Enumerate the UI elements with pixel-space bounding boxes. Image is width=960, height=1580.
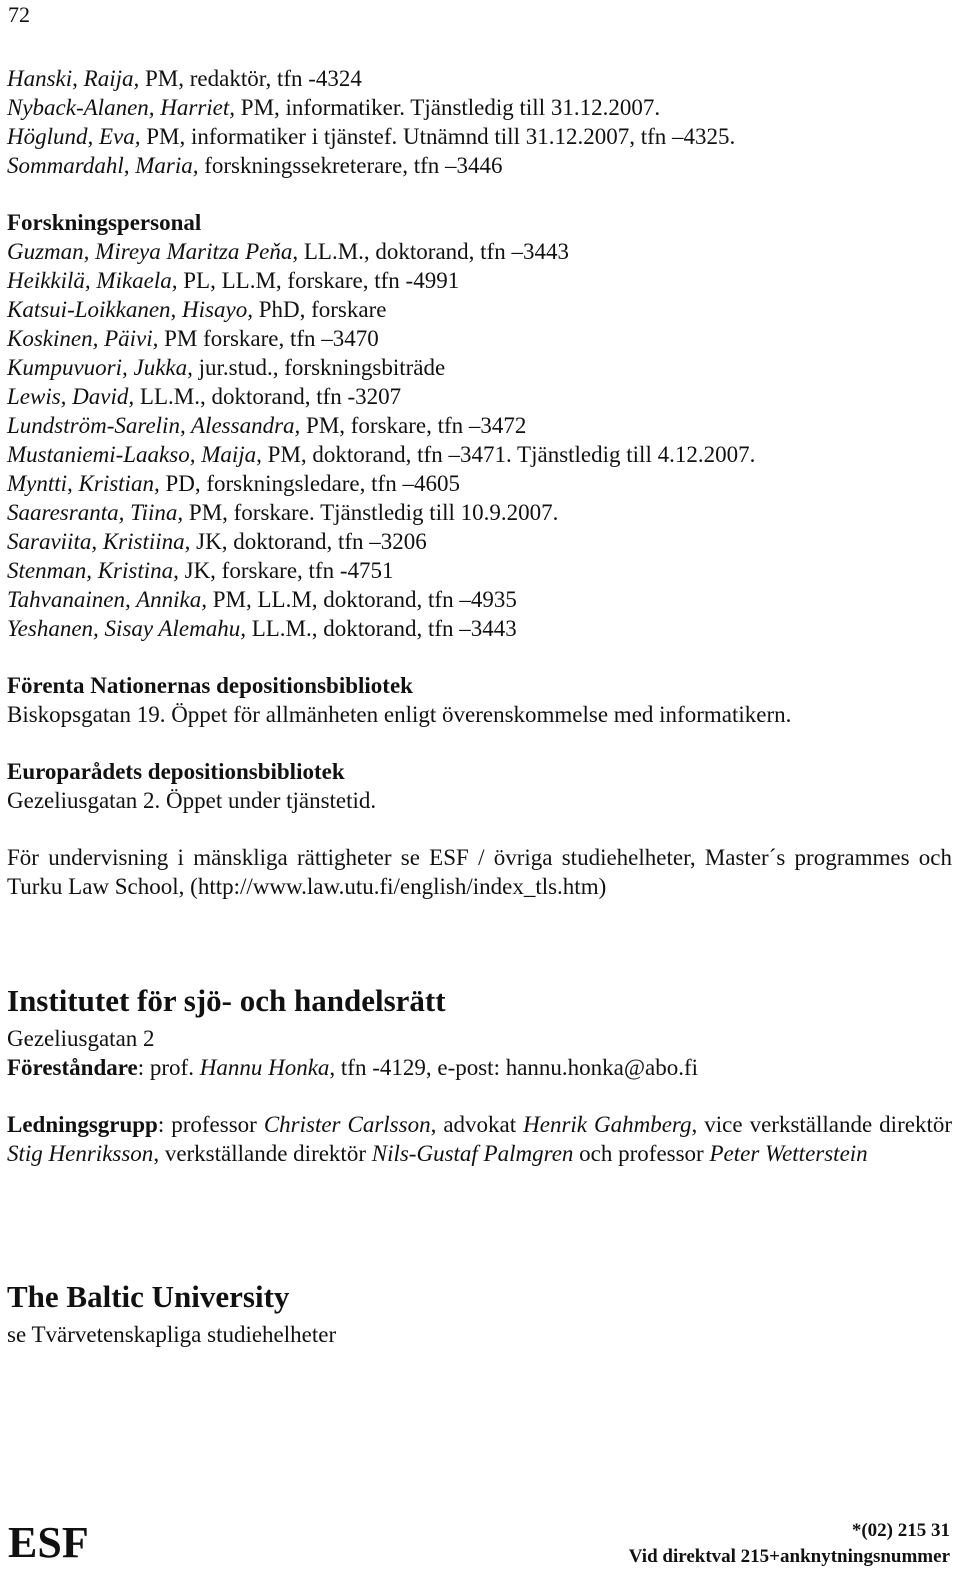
staff-details: forskningssekreterare, tfn –3446 <box>198 153 503 178</box>
staff-entry <box>7 64 952 93</box>
staff-name: Tahvanainen, Annika, <box>7 587 207 612</box>
staff-name: Lundström-Sarelin, Alessandra, <box>7 413 301 438</box>
staff-details: PM forskare, tfn –3470 <box>158 326 379 351</box>
staff-entry <box>7 440 952 469</box>
staff-details: PM, informatiker i tjänstef. Utnämnd till 31.12.2007, tfn –4325. <box>140 124 736 149</box>
teaching-note <box>7 843 952 901</box>
maritime-heading: Institutet för sjö- och handelsrätt <box>7 983 446 1018</box>
board-member-name: Peter Wetterstein <box>709 1141 868 1166</box>
staff-entry <box>7 585 952 614</box>
staff-entry <box>7 151 952 180</box>
maritime-director <box>7 1053 952 1082</box>
staff-name: Stenman, Kristina, <box>7 558 179 583</box>
page-number: 72 <box>8 2 30 27</box>
footer-direct: Vid direktval 215+anknytningsnummer <box>628 1546 950 1567</box>
board-text: , advokat <box>430 1112 524 1137</box>
staff-entry <box>7 324 952 353</box>
staff-name: Lewis, David, <box>7 384 135 409</box>
staff-details: PM, informatiker. Tjänstledig till 31.12.2007. <box>235 95 661 120</box>
staff-name: Saaresranta, Tiina, <box>7 500 184 525</box>
staff-name: Katsui-Loikkanen, Hisayo, <box>7 297 253 322</box>
staff-details: PM, forskare, tfn –3472 <box>300 413 527 438</box>
coe-library-heading: Europarådets depositionsbibliotek <box>7 759 345 784</box>
staff-entry <box>7 353 952 382</box>
staff-entry <box>7 295 952 324</box>
research-staff-list <box>7 237 952 643</box>
staff-entry <box>7 122 952 151</box>
staff-entry <box>7 93 952 122</box>
coe-library-text: Gezeliusgatan 2. Öppet under tjänstetid. <box>7 788 377 813</box>
staff-name: Saraviita, Kristiina, <box>7 529 191 554</box>
staff-entry <box>7 266 952 295</box>
staff-name: Yeshanen, Sisay Alemahu, <box>7 616 246 641</box>
board-member-name: Henrik Gahmberg <box>523 1112 692 1137</box>
director-name: Hannu Honka <box>199 1055 330 1080</box>
staff-entry <box>7 614 952 643</box>
staff-details: LL.M., doktorand, tfn –3443 <box>298 239 569 264</box>
staff-entry <box>7 527 952 556</box>
staff-name: Guzman, Mireya Maritza Peňa, <box>7 239 299 264</box>
staff-entry <box>7 382 952 411</box>
footer-contact <box>629 1518 950 1570</box>
footer-phone: *(02) 215 31 <box>851 1520 950 1541</box>
baltic-heading: The Baltic University <box>7 1279 290 1314</box>
staff-details: PM, redaktör, tfn -4324 <box>139 66 362 91</box>
board-member-name: Stig Henriksson <box>7 1141 154 1166</box>
staff-name: Mustaniemi-Laakso, Maija, <box>7 442 262 467</box>
board-text: och professor <box>573 1141 710 1166</box>
un-library-text: Biskopsgatan 19. Öppet för allmänheten enligt överenskommelse med informatikern. <box>7 702 792 727</box>
board-label: Ledningsgrupp <box>7 1112 158 1137</box>
staff-details: LL.M., doktorand, tfn -3207 <box>134 384 402 409</box>
research-staff-section <box>7 208 952 643</box>
staff-details: JK, doktorand, tfn –3206 <box>190 529 427 554</box>
teaching-note-text: För undervisning i mänskliga rättigheter se ESF / övriga studiehelheter, Master´s programmes och Turku Law School, (http://www.law.utu.fi/english/index_tls.htm) <box>7 845 952 899</box>
board-text: : professor <box>157 1112 264 1137</box>
baltic-section <box>7 1278 952 1349</box>
board-member-name: Christer Carlsson <box>263 1112 431 1137</box>
staff-details: PM, doktorand, tfn –3471. Tjänstledig till 4.12.2007. <box>261 442 756 467</box>
staff-details: PM, forskare. Tjänstledig till 10.9.2007. <box>183 500 559 525</box>
un-library-section <box>7 671 952 729</box>
staff-name: Nyback-Alanen, Harriet, <box>7 95 236 120</box>
staff-details: PM, LL.M, doktorand, tfn –4935 <box>206 587 517 612</box>
staff-name: Myntti, Kristian, <box>7 471 160 496</box>
staff-name: Hanski, Raija, <box>7 66 140 91</box>
staff-name: Kumpuvuori, Jukka, <box>7 355 193 380</box>
maritime-board <box>7 1110 952 1168</box>
un-library-heading: Förenta Nationernas depositionsbibliotek <box>7 673 413 698</box>
maritime-address: Gezeliusgatan 2 <box>7 1026 155 1051</box>
staff-details: PD, forskningsledare, tfn –4605 <box>159 471 460 496</box>
staff-entry <box>7 498 952 527</box>
board-text: , verkställande direktör <box>153 1141 372 1166</box>
staff-details: LL.M., doktorand, tfn –3443 <box>245 616 517 641</box>
staff-entry <box>7 556 952 585</box>
staff-entry <box>7 237 952 266</box>
staff-name: Heikkilä, Mikaela, <box>7 268 178 293</box>
coe-library-section <box>7 757 952 815</box>
staff-details: jur.stud., forskningsbiträde <box>192 355 446 380</box>
staff-entry <box>7 469 952 498</box>
staff-details: PL, LL.M, forskare, tfn -4991 <box>177 268 460 293</box>
staff-name: Höglund, Eva, <box>7 124 141 149</box>
staff-name: Koskinen, Päivi, <box>7 326 159 351</box>
baltic-text: se Tvärvetenskapliga studiehelheter <box>7 1322 337 1347</box>
director-contact: , tfn -4129, e-post: hannu.honka@abo.fi <box>329 1055 699 1080</box>
staff-entry <box>7 411 952 440</box>
director-prefix: : prof. <box>137 1055 200 1080</box>
staff-details: PhD, forskare <box>252 297 387 322</box>
board-text: , vice verkställande direktör <box>691 1112 952 1137</box>
staff-details: JK, forskare, tfn -4751 <box>178 558 394 583</box>
staff-name: Sommardahl, Maria, <box>7 153 199 178</box>
maritime-institute-section <box>7 982 952 1168</box>
admin-staff-list <box>7 64 952 180</box>
research-heading: Forskningspersonal <box>7 210 202 235</box>
board-member-name: Nils-Gustaf Palmgren <box>371 1141 574 1166</box>
director-label: Föreståndare <box>7 1055 138 1080</box>
footer-esf: ESF <box>8 1518 89 1567</box>
